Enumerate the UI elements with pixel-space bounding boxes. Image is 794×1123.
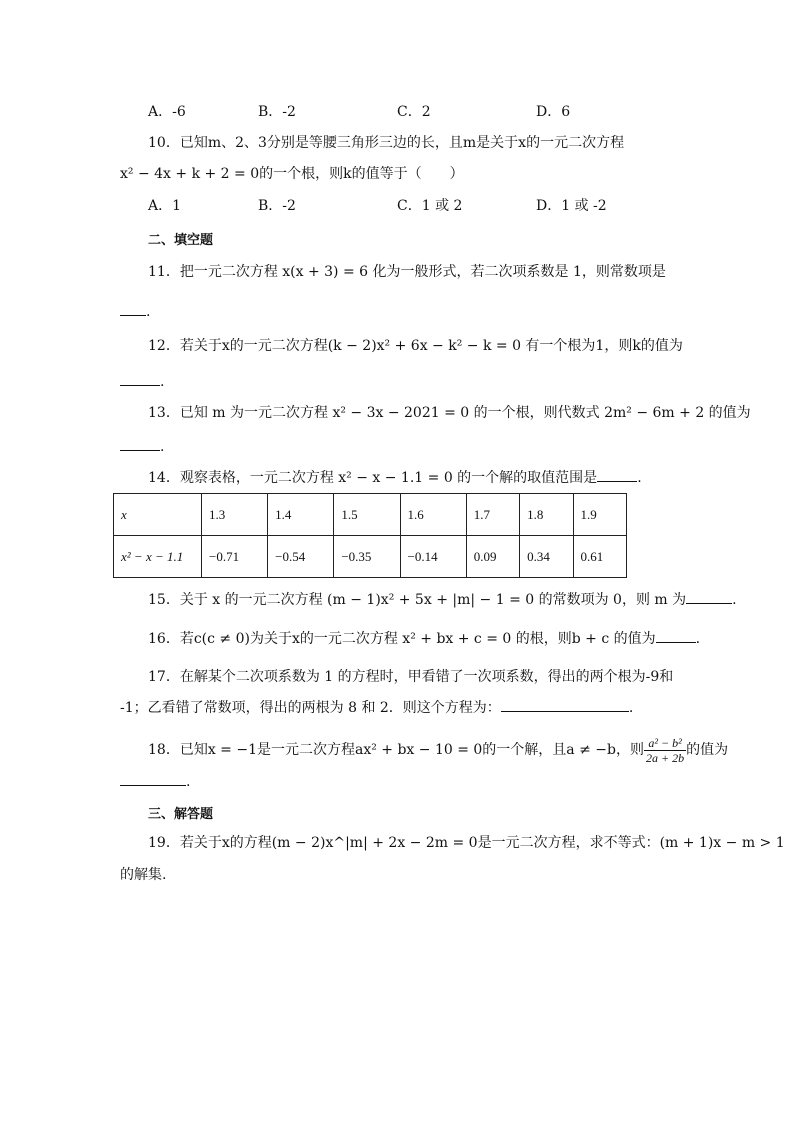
q11-answer: . (120, 302, 150, 322)
q14-blank[interactable] (597, 469, 637, 482)
table-cell: 1.3 (202, 494, 268, 536)
q17-line2: -1；乙看错了常数项，得出的两根为 8 和 2．则这个方程为： . (120, 700, 634, 716)
q9-option-b: B．-2 (258, 104, 296, 120)
q10-option-d: D．1 或 -2 (536, 198, 607, 214)
table-cell: 1.5 (334, 494, 400, 536)
q18-blank[interactable] (120, 773, 186, 786)
q9-option-a: A．-6 (148, 104, 186, 120)
q15-blank[interactable] (686, 591, 732, 604)
q18-line1: 18．已知x = −1是一元二次方程ax² + bx − 10 = 0的一个解，且a ≠ −b，则 $\frac{\text{a² − b²}}{2a + 2b}$ 的值为 (148, 735, 729, 765)
q15-line1: 15．关于 x 的一元二次方程 (m − 1)x² + 5x + |m| − 1 = 0 的常数项为 0，则 m 为 . (148, 592, 737, 608)
q12-answer: . (120, 372, 164, 392)
q16-line1: 16．若c(c ≠ 0)为关于x的一元二次方程 x² + bx + c = 0 的根，则b + c 的值为 . (148, 631, 701, 647)
q17-blank[interactable] (501, 699, 629, 712)
table-cell: −0.71 (202, 536, 268, 578)
table-cell: 0.61 (573, 536, 626, 578)
q19-line2: 的解集. (120, 867, 167, 883)
q13-line1: 13．已知 m 为一元二次方程 x² − 3x − 2021 = 0 的一个根，则代数式 2m² − 6m + 2 的值为 (148, 405, 751, 421)
q10-line1: 10．已知m、2、3分别是等腰三角形三边的长，且m是关于x的一元二次方程 (148, 135, 625, 151)
q10-option-a: A．1 (148, 198, 182, 214)
q11-blank[interactable] (120, 303, 146, 316)
q11-line1: 11．把一元二次方程 x(x + 3) = 6 化为一般形式，若二次项系数是 1，则常数项是 (148, 264, 666, 280)
q10-option-c: C．1 或 2 (397, 198, 463, 214)
section-solution-title: 三、解答题 (148, 807, 214, 822)
table-cell: 1.9 (573, 494, 626, 536)
table-cell: x (114, 494, 202, 536)
table-cell: −0.14 (400, 536, 466, 578)
q14-line1: 14．观察表格，一元二次方程 x² − x − 1.1 = 0 的一个解的取值范围是 . (148, 470, 642, 486)
table-row (114, 494, 627, 536)
q18-fraction: $\frac{\text{a² − b²}}{2a + 2b}$ (645, 735, 685, 765)
table-row (114, 536, 627, 578)
table-cell: 1.7 (466, 494, 519, 536)
table-cell: 0.09 (466, 536, 519, 578)
q19-line1: 19．若关于x的方程(m − 2)x^|m| + 2x − 2m = 0是一元二次方程，求不等式：(m + 1)x − m > 1 (148, 835, 785, 851)
q9-option-c: C．2 (397, 104, 431, 120)
table-cell: −0.54 (268, 536, 334, 578)
table-cell: 0.34 (520, 536, 573, 578)
q9-option-d: D．6 (536, 104, 571, 120)
section-fill-in-title: 二、填空题 (148, 233, 214, 248)
q13-answer: . (120, 437, 164, 457)
q12-line1: 12．若关于x的一元二次方程(k − 2)x² + 6x − k² − k = 0 有一个根为1，则k的值为 (148, 338, 683, 354)
q18-answer: . (120, 772, 190, 792)
q13-blank[interactable] (120, 438, 160, 451)
table-cell: 1.6 (400, 494, 466, 536)
q17-line1: 17．在解某个二次项系数为 1 的方程时，甲看错了一次项系数，得出的两个根为-9和 (148, 669, 674, 685)
q10-line2: x² − 4x + k + 2 = 0的一个根，则k的值等于（ ） (120, 166, 464, 182)
q12-blank[interactable] (120, 373, 160, 386)
q10-option-b: B．-2 (258, 198, 296, 214)
table-cell: −0.35 (334, 536, 400, 578)
table-cell: x² − x − 1.1 (114, 536, 202, 578)
q16-blank[interactable] (656, 630, 696, 643)
observation-table (113, 493, 627, 578)
table-cell: 1.4 (268, 494, 334, 536)
table-cell: 1.8 (520, 494, 573, 536)
